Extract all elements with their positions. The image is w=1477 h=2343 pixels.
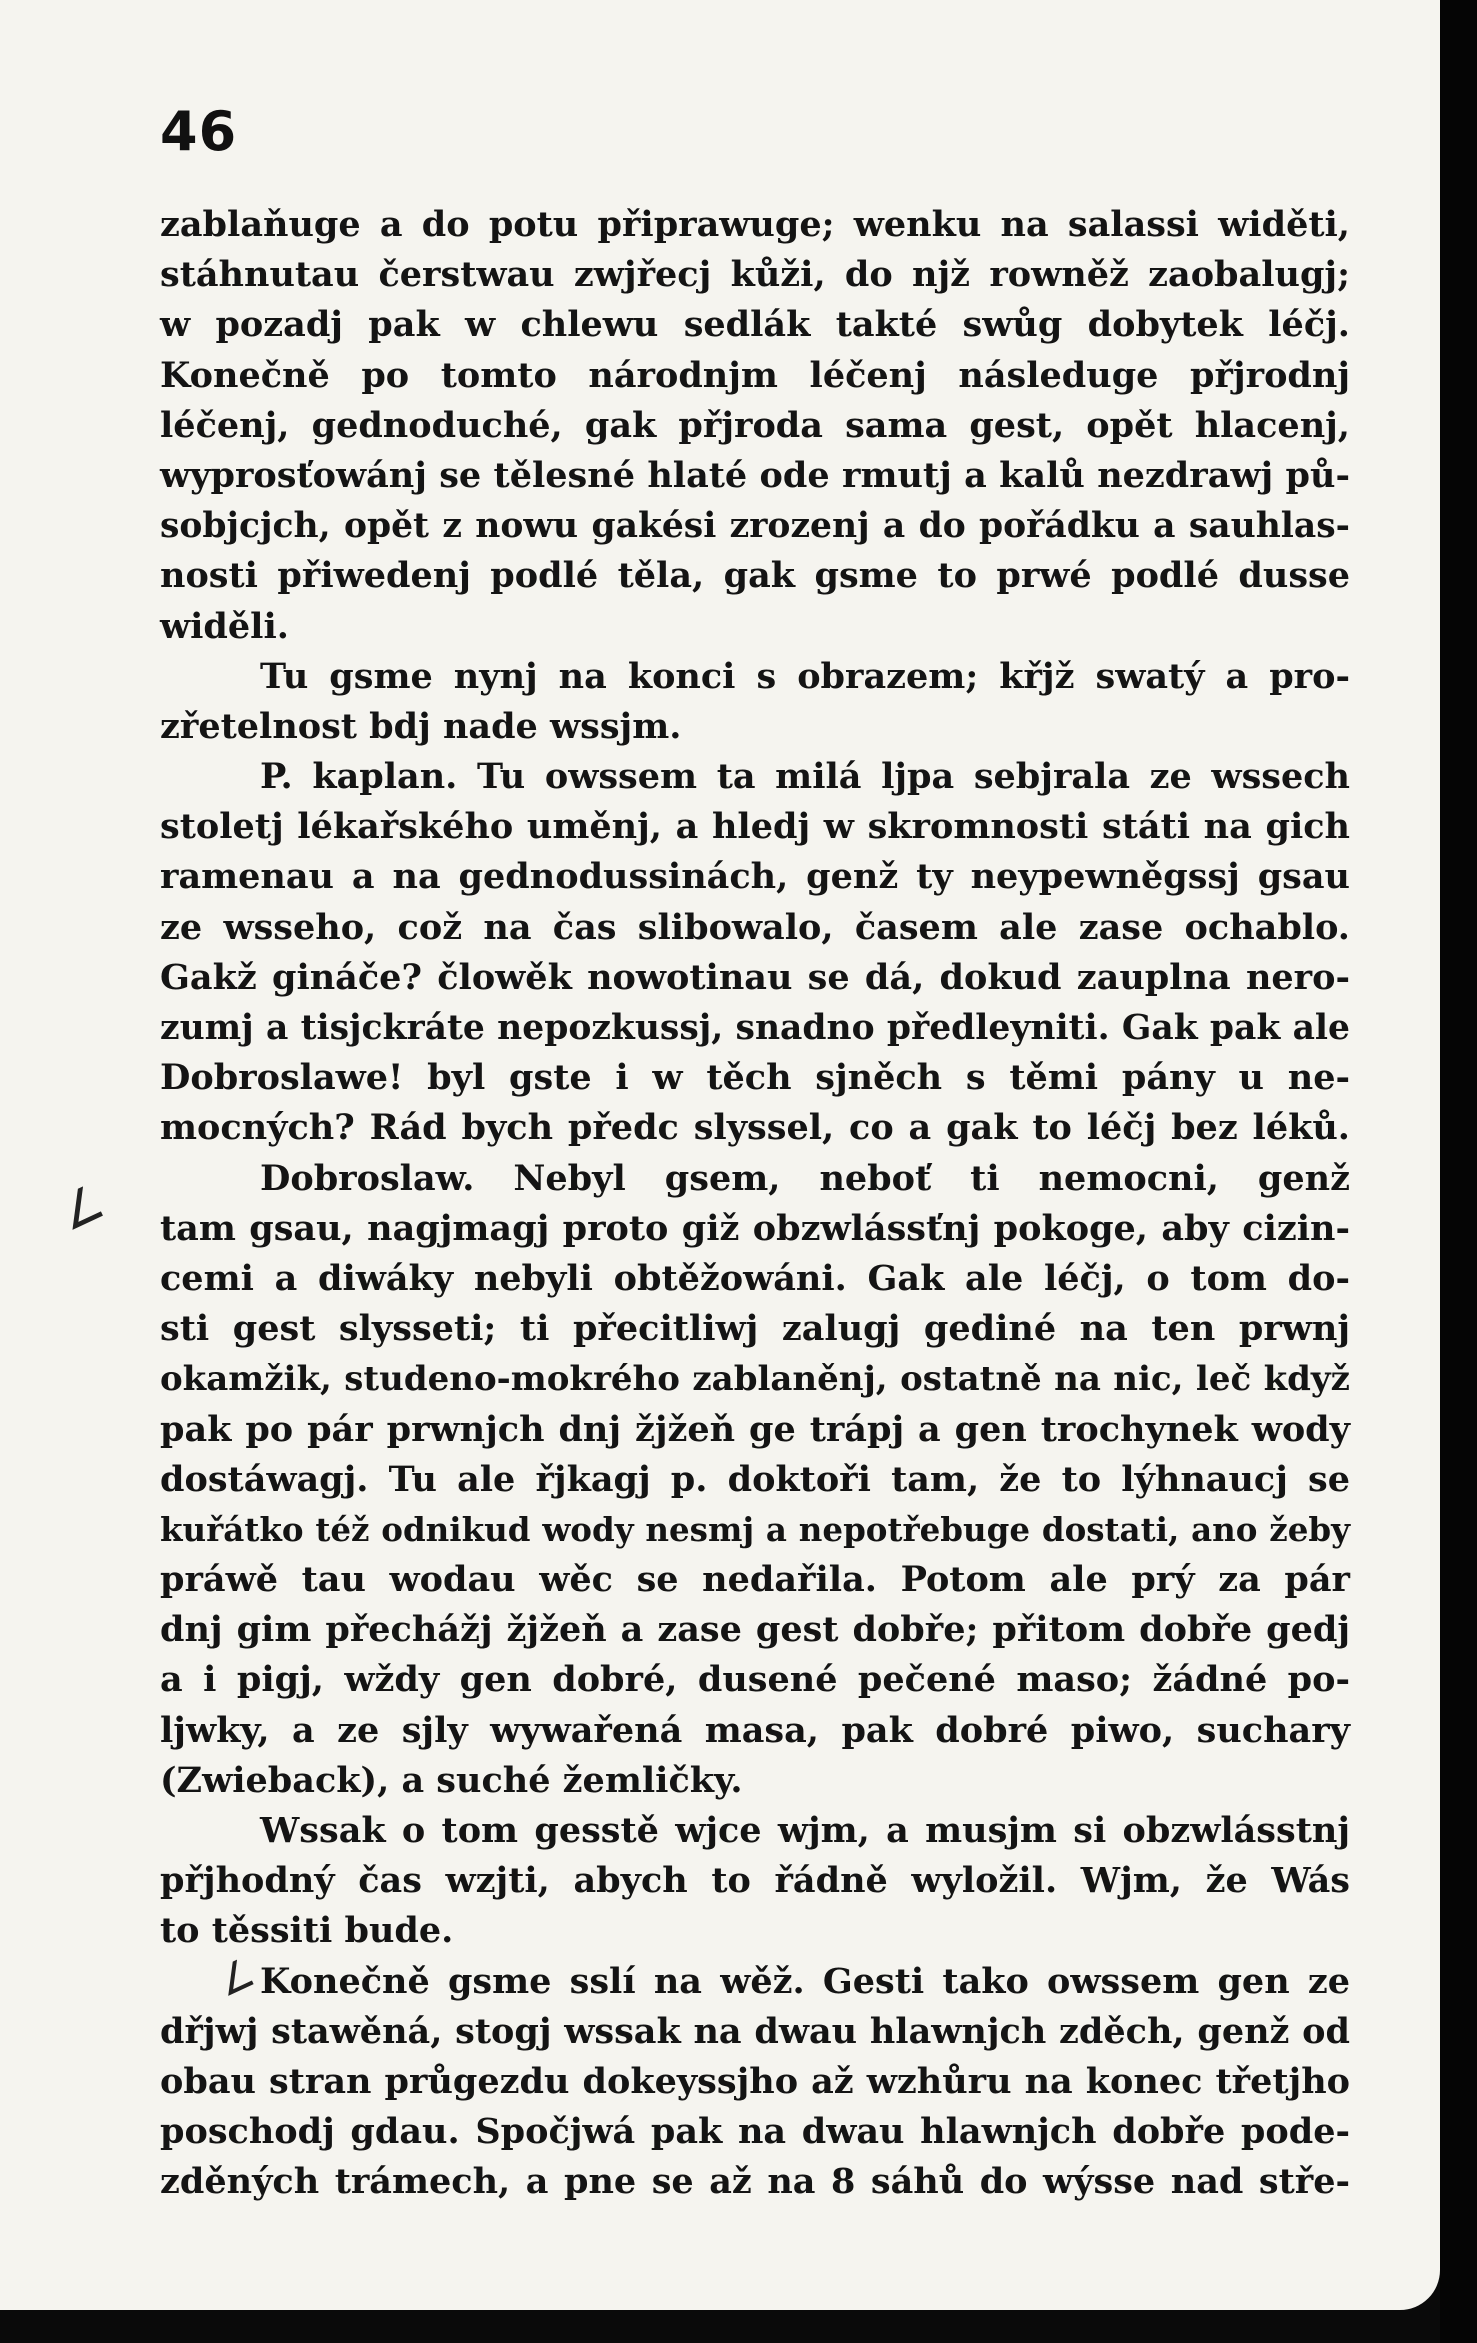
text-line: Gakž gináče? člowěk nowotinau se dá, dokud zauplna nero- [160,956,1350,998]
text-line: Dobroslaw. Nebyl gsem, neboť ti nemocni, genž [260,1157,1350,1199]
scan-border [1440,0,1477,2343]
text-line: sobjcjch, opět z nowu gakési zrozenj a do pořádku a sauhlas- [160,506,1350,547]
margin-pencil-mark: ∠ [50,1173,113,1243]
text-line: zřetelnost bdj nade wssjm. [160,705,682,747]
text-line: to těssiti bude. [160,1910,454,1952]
text-line: dostáwagj. Tu ale řjkagj p. doktoři tam, že to lýhnaucj se [160,1458,1350,1500]
margin-pencil-mark: ∠ [209,1949,262,2007]
text-line: nosti přiwedenj podlé těla, gak gsme to prwé podlé dusse [160,555,1350,597]
text-line: tam gsau, nagjmagj proto giž obzwlássťnj pokoge, aby cizin- [160,1207,1350,1249]
text-line: obau stran průgezdu dokeyssjho až wzhůru na konec třetjho [160,2060,1350,2102]
text-line: Wssak o tom gesstě wjce wjm, a musjm si obzwlásstnj [260,1810,1350,1851]
text-line: Konečně gsme sslí na wěž. Gesti tako owssem gen ze [260,1960,1350,2002]
text-line: zablaňuge a do potu připrawuge; wenku na salassi widěti, [160,204,1350,245]
text-line: cemi a diwáky nebyli obtěžowáni. Gak ale léčj, o tom do- [160,1257,1350,1299]
text-line: práwě tau wodau wěc se nedařila. Potom ale prý za pár [160,1559,1350,1601]
text-line: poschodj gdau. Spočjwá pak na dwau hlawnjch dobře pode- [160,2111,1350,2153]
text-line: léčenj, gednoduché, gak přjroda sama gest, opět hlacenj, [160,404,1350,446]
text-line: P. kaplan. Tu owssem ta milá ljpa sebjrala ze wssech [260,756,1350,798]
text-line: ramenau a na gednodussinách, genž ty neypewněgssj gsau [160,856,1350,898]
text-line: Konečně po tomto národnjm léčenj následuge přjrodnj [160,354,1350,396]
text-line: widěli. [160,605,289,647]
text-line: kuřátko též odnikud wody nesmj a nepotřebuge dostati, ano žeby [160,1509,1350,1549]
text-line: Tu gsme nynj na konci s obrazem; křjž swatý a pro- [260,655,1350,697]
text-line: sti gest slysseti; ti přecitliwj zalugj gediné na ten prwnj [160,1308,1350,1350]
text-line: Dobroslawe! byl gste i w těch sjněch s těmi pány u ne- [160,1057,1350,1099]
text-line: w pozadj pak w chlewu sedlák takté swůg dobytek léčj. [160,304,1350,346]
text-line: přjhodný čas wzjti, abych to řádně wyložil. Wjm, že Wás [160,1860,1350,1902]
text-line: dřjwj stawěná, stogj wssak na dwau hlawnjch zděch, genž od [160,2010,1350,2052]
text-line: stoletj lékařského uměnj, a hledj w skromnosti státi na gich [160,806,1350,848]
text-line: dnj gim přechážj žjžeň a zase gest dobře; přitom dobře gedj [160,1609,1350,1651]
text-line: ljwky, a ze sjly wywařená masa, pak dobré piwo, suchary [160,1709,1350,1751]
text-line: pak po pár prwnjch dnj žjžeň ge trápj a gen trochynek wody [160,1408,1350,1450]
text-line: okamžik, studeno-mokrého zablaněnj, ostatně na nic, leč když [160,1359,1350,1400]
text-line: mocných? Rád bych předc slyssel, co a gak to léčj bez léků. [160,1107,1350,1149]
page-number: 46 [160,100,238,163]
text-line: zděných trámech, a pne se až na 8 sáhů do wýsse nad stře- [160,2161,1350,2203]
text-line: wyprosťowánj se tělesné hlaté ode rmutj a kalů nezdrawj pů- [160,454,1350,496]
text-line: zumj a tisjckráte nepozkussj, snadno předleyniti. Gak pak ale [160,1008,1350,1048]
body-text [160,200,1350,2208]
text-line: ze wsseho, což na čas slibowalo, časem ale zase ochablo. [160,906,1350,948]
text-line: a i pigj, wždy gen dobré, dusené pečené maso; žádné po- [160,1659,1350,1701]
text-line: stáhnutau čerstwau zwjřecj kůži, do njž rowněž zaobalugj; [160,254,1350,296]
text-line: (Zwieback), a suché žemličky. [160,1759,743,1801]
